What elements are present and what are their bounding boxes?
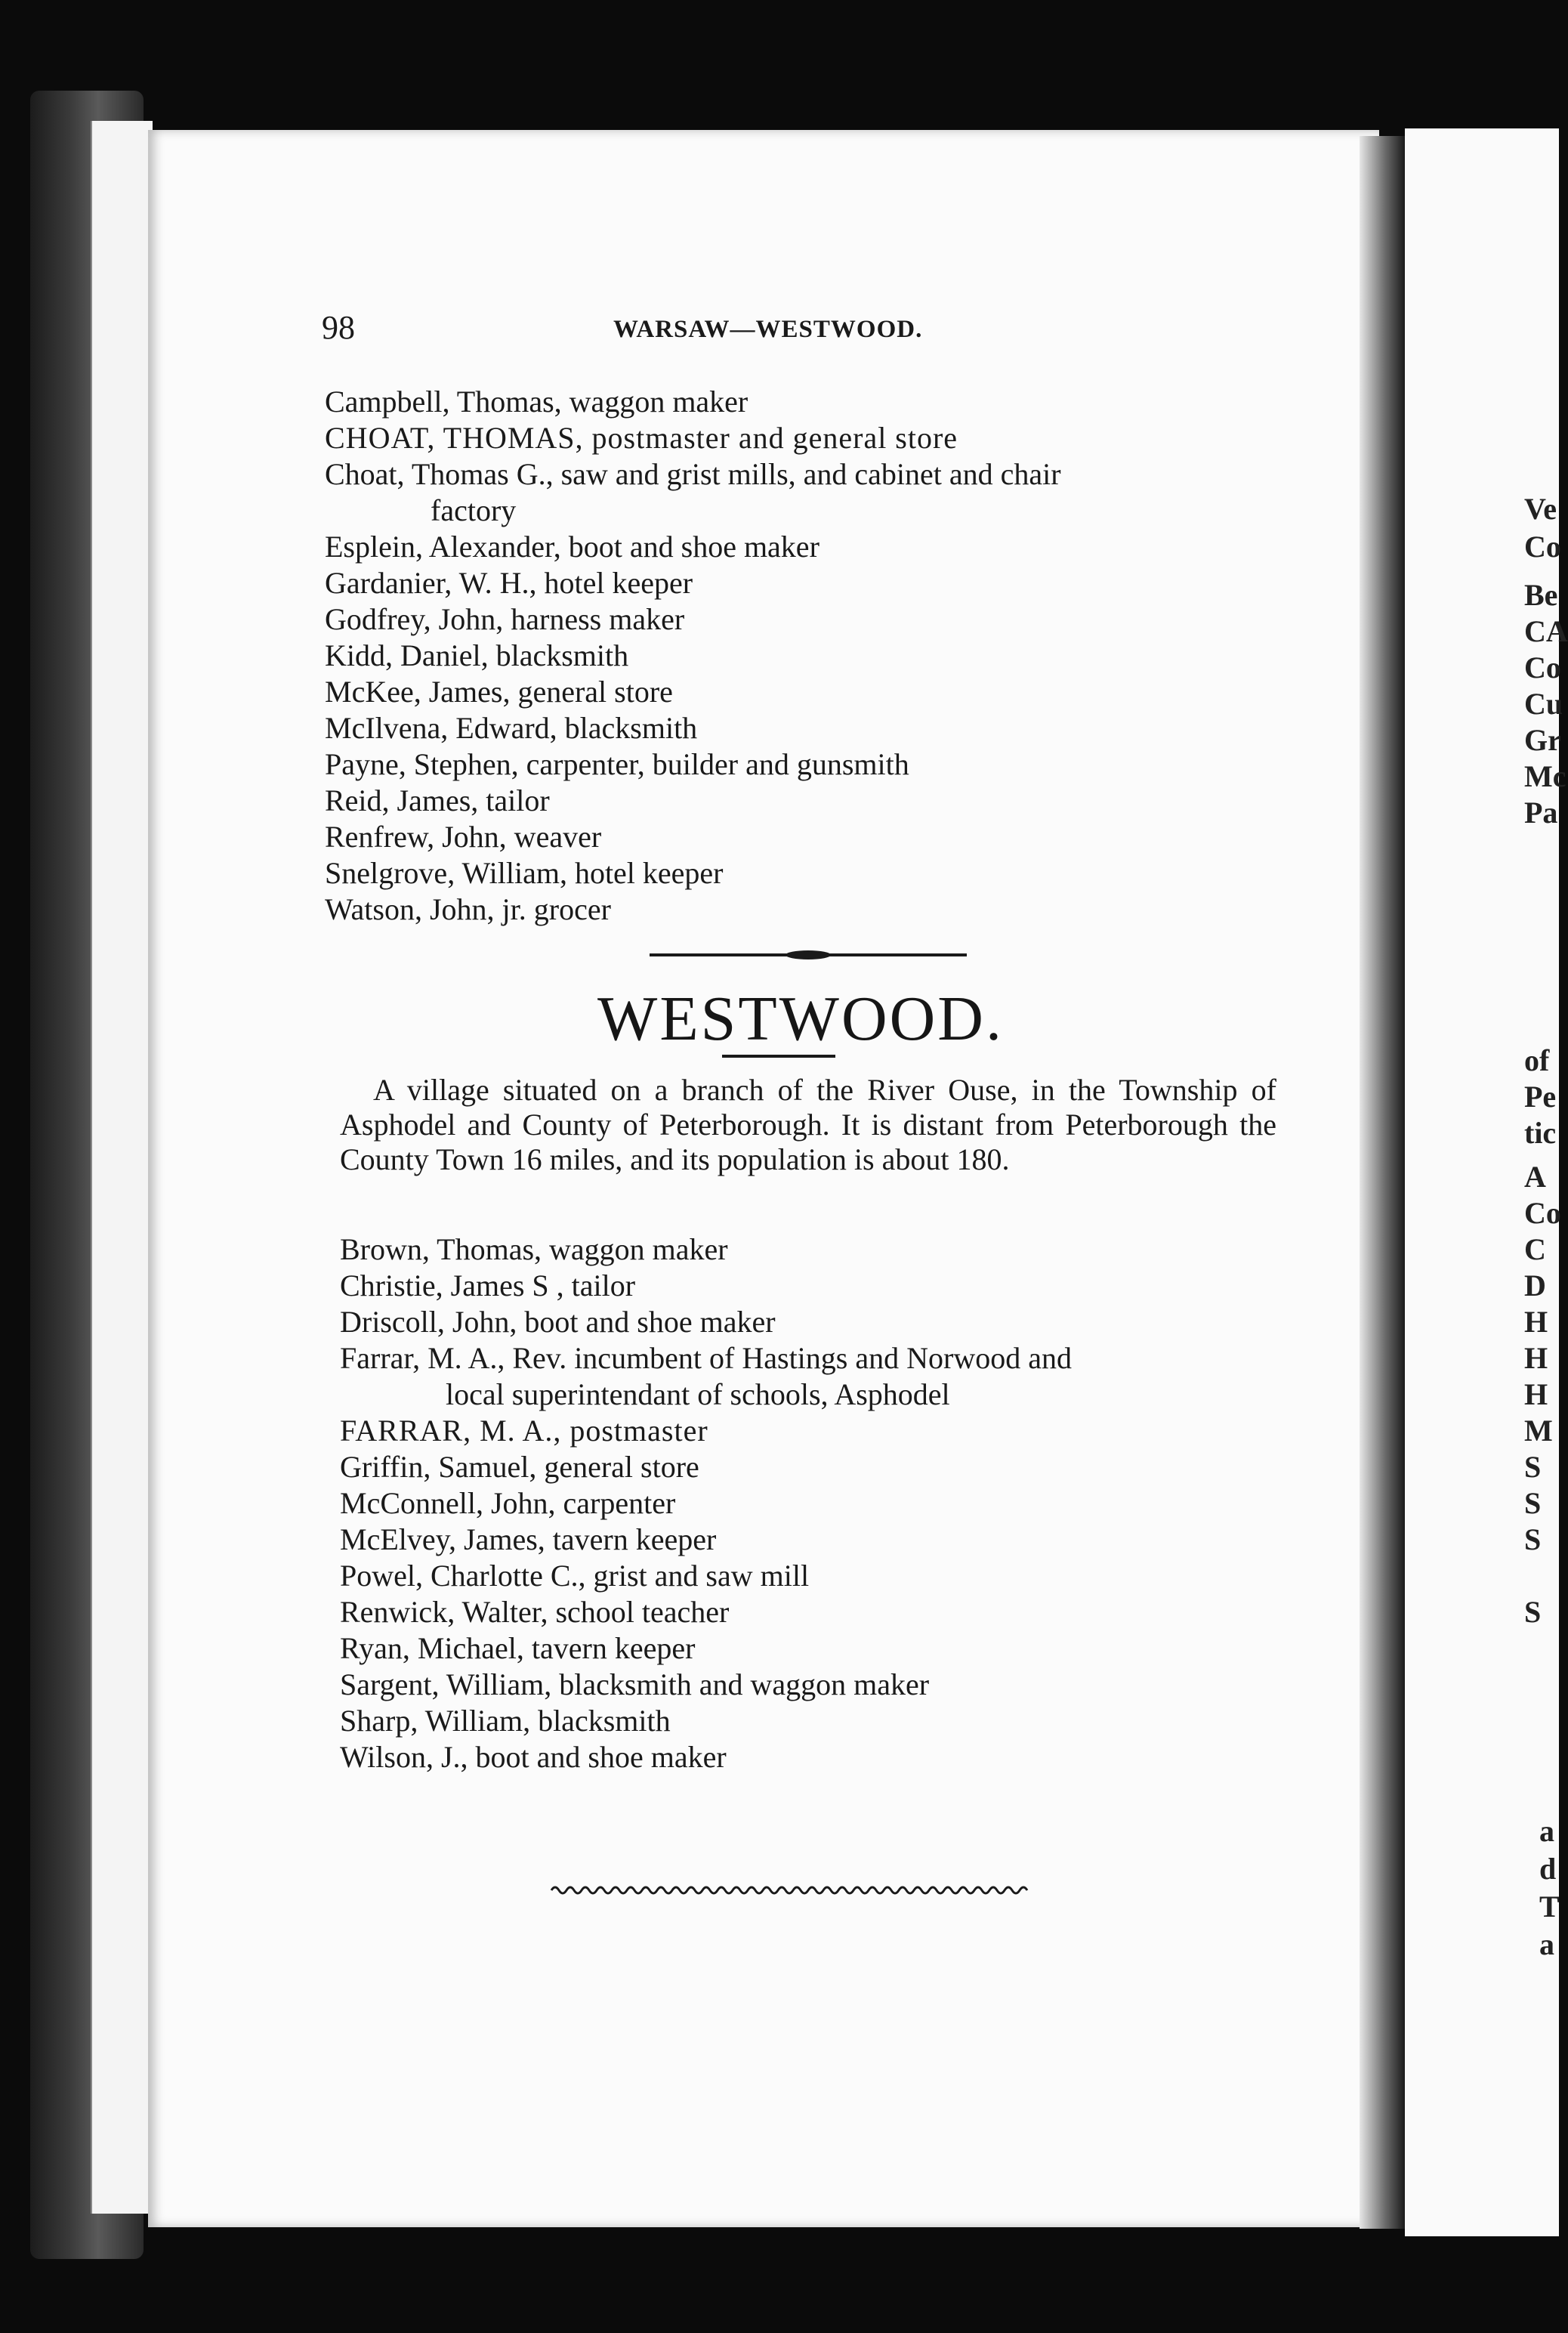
facing-fragment: CA <box>1524 614 1568 648</box>
facing-fragment: Co <box>1524 530 1561 564</box>
directory-entry <box>340 1231 1322 1268</box>
facing-fragment: Ve <box>1524 492 1557 526</box>
end-ornament <box>551 1881 1020 1899</box>
entry-text: Farrar, M. A., Rev. incumbent of Hastings and Norwood and <box>340 1341 1072 1375</box>
facing-fragment: Co <box>1524 650 1561 684</box>
facing-fragment: of <box>1524 1043 1550 1077</box>
facing-fragment: a <box>1539 1927 1554 1961</box>
directory-entry <box>325 456 1307 529</box>
entry-text: Sharp, William, blacksmith <box>340 1704 671 1738</box>
facing-fragment: tic <box>1524 1116 1557 1150</box>
directory-entry <box>340 1268 1322 1304</box>
facing-fragment: T <box>1539 1890 1560 1924</box>
entry-text: Gardanier, W. H., hotel keeper <box>325 566 693 600</box>
directory-entry <box>325 565 1307 601</box>
entry-text: Watson, John, jr. grocer <box>325 892 611 926</box>
entry-text: FARRAR, M. A., postmaster <box>340 1414 708 1448</box>
facing-fragment: Pe <box>1524 1080 1557 1114</box>
section-rule-bottom <box>722 1055 835 1058</box>
facing-page <box>1405 128 1568 2236</box>
section-rule-ornament <box>786 950 831 959</box>
facing-fragment: Mc <box>1524 759 1566 793</box>
page-edges <box>91 121 153 2214</box>
section-title: WESTWOOD. <box>597 984 1004 1054</box>
directory-entry <box>325 746 1307 783</box>
directory-entry <box>325 638 1307 674</box>
entry-text: Sargent, William, blacksmith and waggon maker <box>340 1667 930 1701</box>
entry-text: Kidd, Daniel, blacksmith <box>325 638 629 672</box>
facing-fragment: a <box>1539 1814 1554 1848</box>
entry-text: Griffin, Samuel, general store <box>340 1450 699 1484</box>
facing-fragment: Gr <box>1524 723 1561 757</box>
facing-fragment: Cu <box>1524 687 1563 721</box>
directory-entry <box>325 529 1307 565</box>
entry-text: McIlvena, Edward, blacksmith <box>325 711 698 745</box>
directory-entry <box>325 783 1307 819</box>
village-description: A village situated on a branch of the River Ouse, in the Township of Asphodel and County of Peterborough. It is distant from Peterborough the County Town 16 miles, and its population is about 180. <box>340 1073 1276 1176</box>
entry-text: Campbell, Thomas, waggon maker <box>325 385 749 419</box>
entry-text: Ryan, Michael, tavern keeper <box>340 1631 696 1665</box>
facing-fragment: S <box>1524 1486 1542 1520</box>
directory-entry <box>325 891 1307 928</box>
directory-entry <box>340 1449 1322 1485</box>
book-gutter <box>1360 136 1405 2229</box>
entry-continuation: local superintendant of schools, Asphodel <box>446 1377 950 1411</box>
directory-entry <box>340 1594 1322 1630</box>
entry-continuation: factory <box>431 493 517 527</box>
entry-text: Esplein, Alexander, boot and shoe maker <box>325 530 819 564</box>
directory-entry <box>325 384 1307 420</box>
directory-entry <box>325 601 1307 638</box>
entry-text: Godfrey, John, harness maker <box>325 602 685 636</box>
facing-fragment: C <box>1524 1232 1546 1266</box>
directory-entry <box>340 1558 1322 1594</box>
directory-entry <box>340 1522 1322 1558</box>
facing-fragment: Be <box>1524 578 1558 612</box>
westwood-directory-list <box>340 1231 1322 1775</box>
entry-text: CHOAT, THOMAS, postmaster and general store <box>325 421 958 455</box>
entry-text: McElvey, James, tavern keeper <box>340 1522 717 1556</box>
entry-text: Choat, Thomas G., saw and grist mills, and cabinet and chair <box>325 457 1061 491</box>
directory-entry <box>340 1485 1322 1522</box>
facing-fragment: S <box>1524 1595 1542 1629</box>
facing-fragment: D <box>1524 1268 1546 1302</box>
directory-entry <box>340 1340 1322 1413</box>
entry-text: Payne, Stephen, carpenter, builder and gunsmith <box>325 747 909 781</box>
facing-fragment: S <box>1524 1522 1542 1556</box>
running-head <box>322 308 1304 354</box>
entry-text: Brown, Thomas, waggon maker <box>340 1232 728 1266</box>
facing-fragment: H <box>1524 1305 1548 1339</box>
facing-fragment: A <box>1524 1160 1546 1194</box>
entry-text: Renwick, Walter, school teacher <box>340 1595 730 1629</box>
directory-entry <box>325 855 1307 891</box>
directory-entry <box>340 1304 1322 1340</box>
directory-entry <box>325 819 1307 855</box>
facing-fragment: d <box>1539 1852 1557 1886</box>
directory-entry <box>325 674 1307 710</box>
directory-entry <box>340 1667 1322 1703</box>
directory-entry <box>325 420 1307 456</box>
facing-fragment: Co <box>1524 1196 1561 1230</box>
facing-fragment: H <box>1524 1341 1548 1375</box>
facing-fragment: S <box>1524 1450 1542 1484</box>
entry-text: Snelgrove, William, hotel keeper <box>325 856 724 890</box>
entry-text: Reid, James, tailor <box>325 783 550 817</box>
facing-fragment: M <box>1524 1414 1553 1448</box>
entry-text: Powel, Charlotte C., grist and saw mill <box>340 1559 810 1593</box>
entry-text: McKee, James, general store <box>325 675 673 709</box>
directory-entry <box>340 1703 1322 1739</box>
running-title: WARSAW—WESTWOOD. <box>613 316 923 343</box>
entry-text: McConnell, John, carpenter <box>340 1486 676 1520</box>
facing-fragment: H <box>1524 1377 1548 1411</box>
entry-text: Driscoll, John, boot and shoe maker <box>340 1305 776 1339</box>
entry-text: Renfrew, John, weaver <box>325 820 602 854</box>
directory-entry <box>325 710 1307 746</box>
facing-fragment: Pa <box>1524 796 1558 830</box>
entry-text: Wilson, J., boot and shoe maker <box>340 1740 727 1774</box>
page-number: 98 <box>322 309 355 346</box>
directory-entry <box>340 1630 1322 1667</box>
warsaw-directory-list <box>325 384 1307 928</box>
directory-entry <box>340 1413 1322 1449</box>
directory-entry <box>340 1739 1322 1775</box>
entry-text: Christie, James S , tailor <box>340 1268 636 1302</box>
